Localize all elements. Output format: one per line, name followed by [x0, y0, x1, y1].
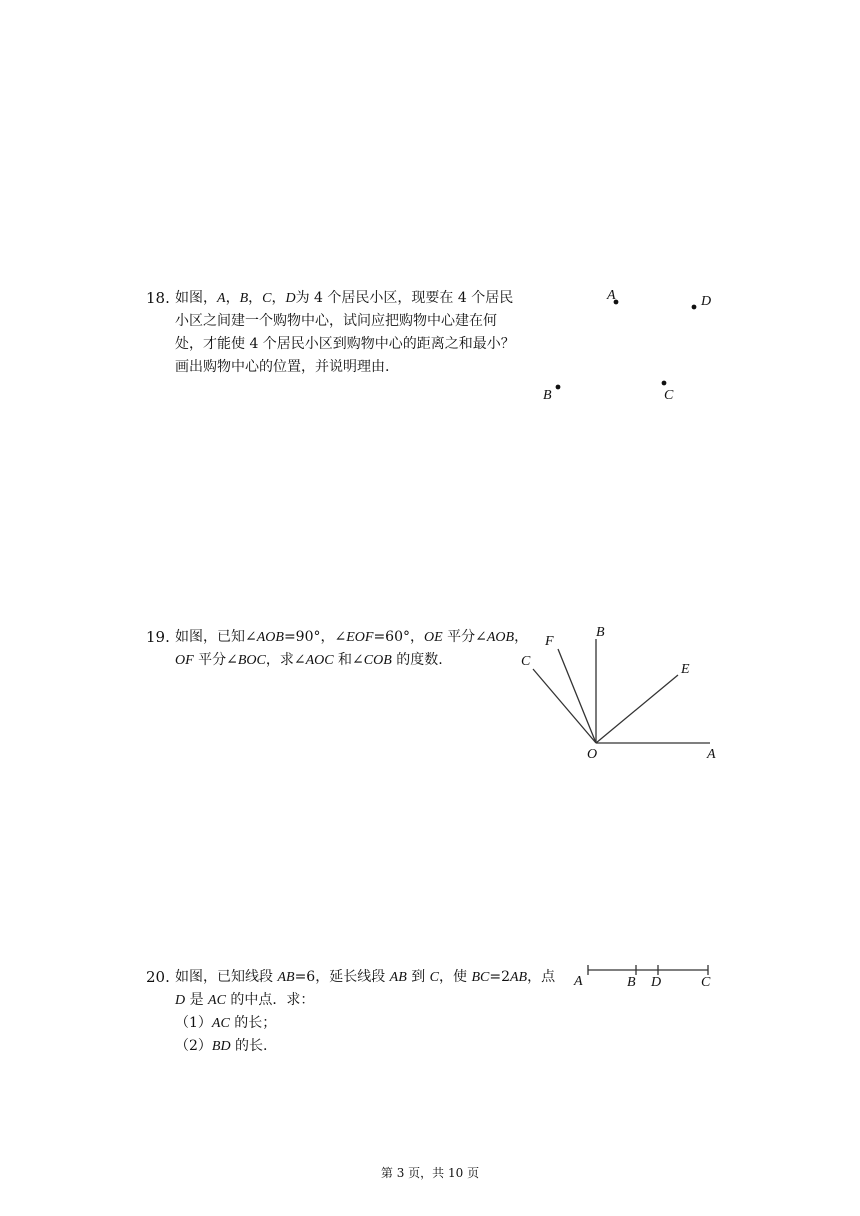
problem-text	[175, 626, 528, 672]
math-variable: D	[285, 291, 296, 306]
problem-20	[146, 966, 576, 1061]
label-B: B	[543, 388, 552, 403]
text-line: 小区之间建一个购物中心，试问应把购物中心建在何	[175, 313, 497, 329]
label-B: B	[596, 625, 605, 640]
math-variable: BOC	[237, 653, 266, 668]
label-E: E	[681, 662, 690, 677]
text-line: 如图，已知线段 AB=6，延长线段 AB 到 C，使 BC=2AB，点	[175, 969, 556, 985]
figure-18-points	[530, 280, 730, 405]
problem-text	[175, 287, 515, 379]
label-A: A	[574, 974, 583, 989]
math-variable: AB	[389, 970, 407, 985]
math-variable: AB	[277, 970, 295, 985]
math-variable: EOF	[346, 630, 374, 645]
label-F: F	[545, 634, 554, 649]
label-A: A	[707, 747, 716, 762]
text-line: OF 平分∠BOC，求∠AOC 和∠COB 的度数.	[175, 652, 443, 668]
math-variable: AOB	[256, 630, 284, 645]
label-D: D	[701, 294, 712, 309]
math-variable: A	[217, 291, 226, 306]
problem-18	[146, 287, 536, 387]
math-variable: B	[239, 291, 249, 306]
ray-OC	[533, 669, 596, 743]
math-variable: C	[262, 291, 272, 306]
ray-OF	[558, 649, 596, 743]
page-footer: 第 3 页，共 10 页	[380, 1166, 480, 1180]
math-variable: OE	[424, 630, 443, 645]
point-C	[662, 381, 667, 386]
math-variable: BC	[471, 970, 490, 985]
figure-20-segment	[568, 958, 718, 992]
math-variable: COB	[363, 653, 392, 668]
math-variable: C	[429, 970, 440, 985]
math-variable: AC	[211, 1016, 230, 1031]
figure-19-angles	[510, 615, 730, 770]
problem-number: 20.	[146, 968, 170, 986]
text-line: 如图，已知∠AOB=90°，∠EOF=60°，OE 平分∠AOB，	[175, 629, 529, 645]
text-line: 处，才能使 4 个居民小区到购物中心的距离之和最小？	[175, 336, 515, 352]
text-line: （1）AC 的长；	[175, 1015, 277, 1031]
math-variable: AOC	[305, 653, 334, 668]
problem-number: 18.	[146, 289, 170, 307]
label-C: C	[664, 388, 674, 403]
label-D: D	[651, 975, 662, 990]
problem-text	[175, 966, 555, 1058]
label-O: O	[587, 747, 598, 762]
math-variable: D	[175, 993, 186, 1008]
problem-19	[146, 626, 529, 676]
point-B	[556, 385, 561, 390]
math-variable: AB	[510, 970, 528, 985]
math-variable: AOB	[486, 630, 515, 645]
problem-number: 19.	[146, 628, 170, 646]
label-C: C	[701, 975, 711, 990]
text-line: D 是 AC 的中点．求：	[175, 992, 315, 1008]
text-line: （2）BD 的长.	[175, 1038, 268, 1054]
point-D	[692, 305, 697, 310]
label-A: A	[607, 288, 616, 303]
text-line: 画出购物中心的位置，并说明理由.	[175, 359, 390, 375]
text-line: 如图，A，B，C，D为 4 个居民小区，现要在 4 个居民	[175, 290, 514, 306]
math-variable: AC	[208, 993, 226, 1008]
ray-OE	[596, 675, 678, 743]
label-B: B	[627, 975, 636, 990]
label-C: C	[521, 654, 531, 669]
math-variable: OF	[175, 653, 194, 668]
math-variable: BD	[211, 1039, 231, 1054]
